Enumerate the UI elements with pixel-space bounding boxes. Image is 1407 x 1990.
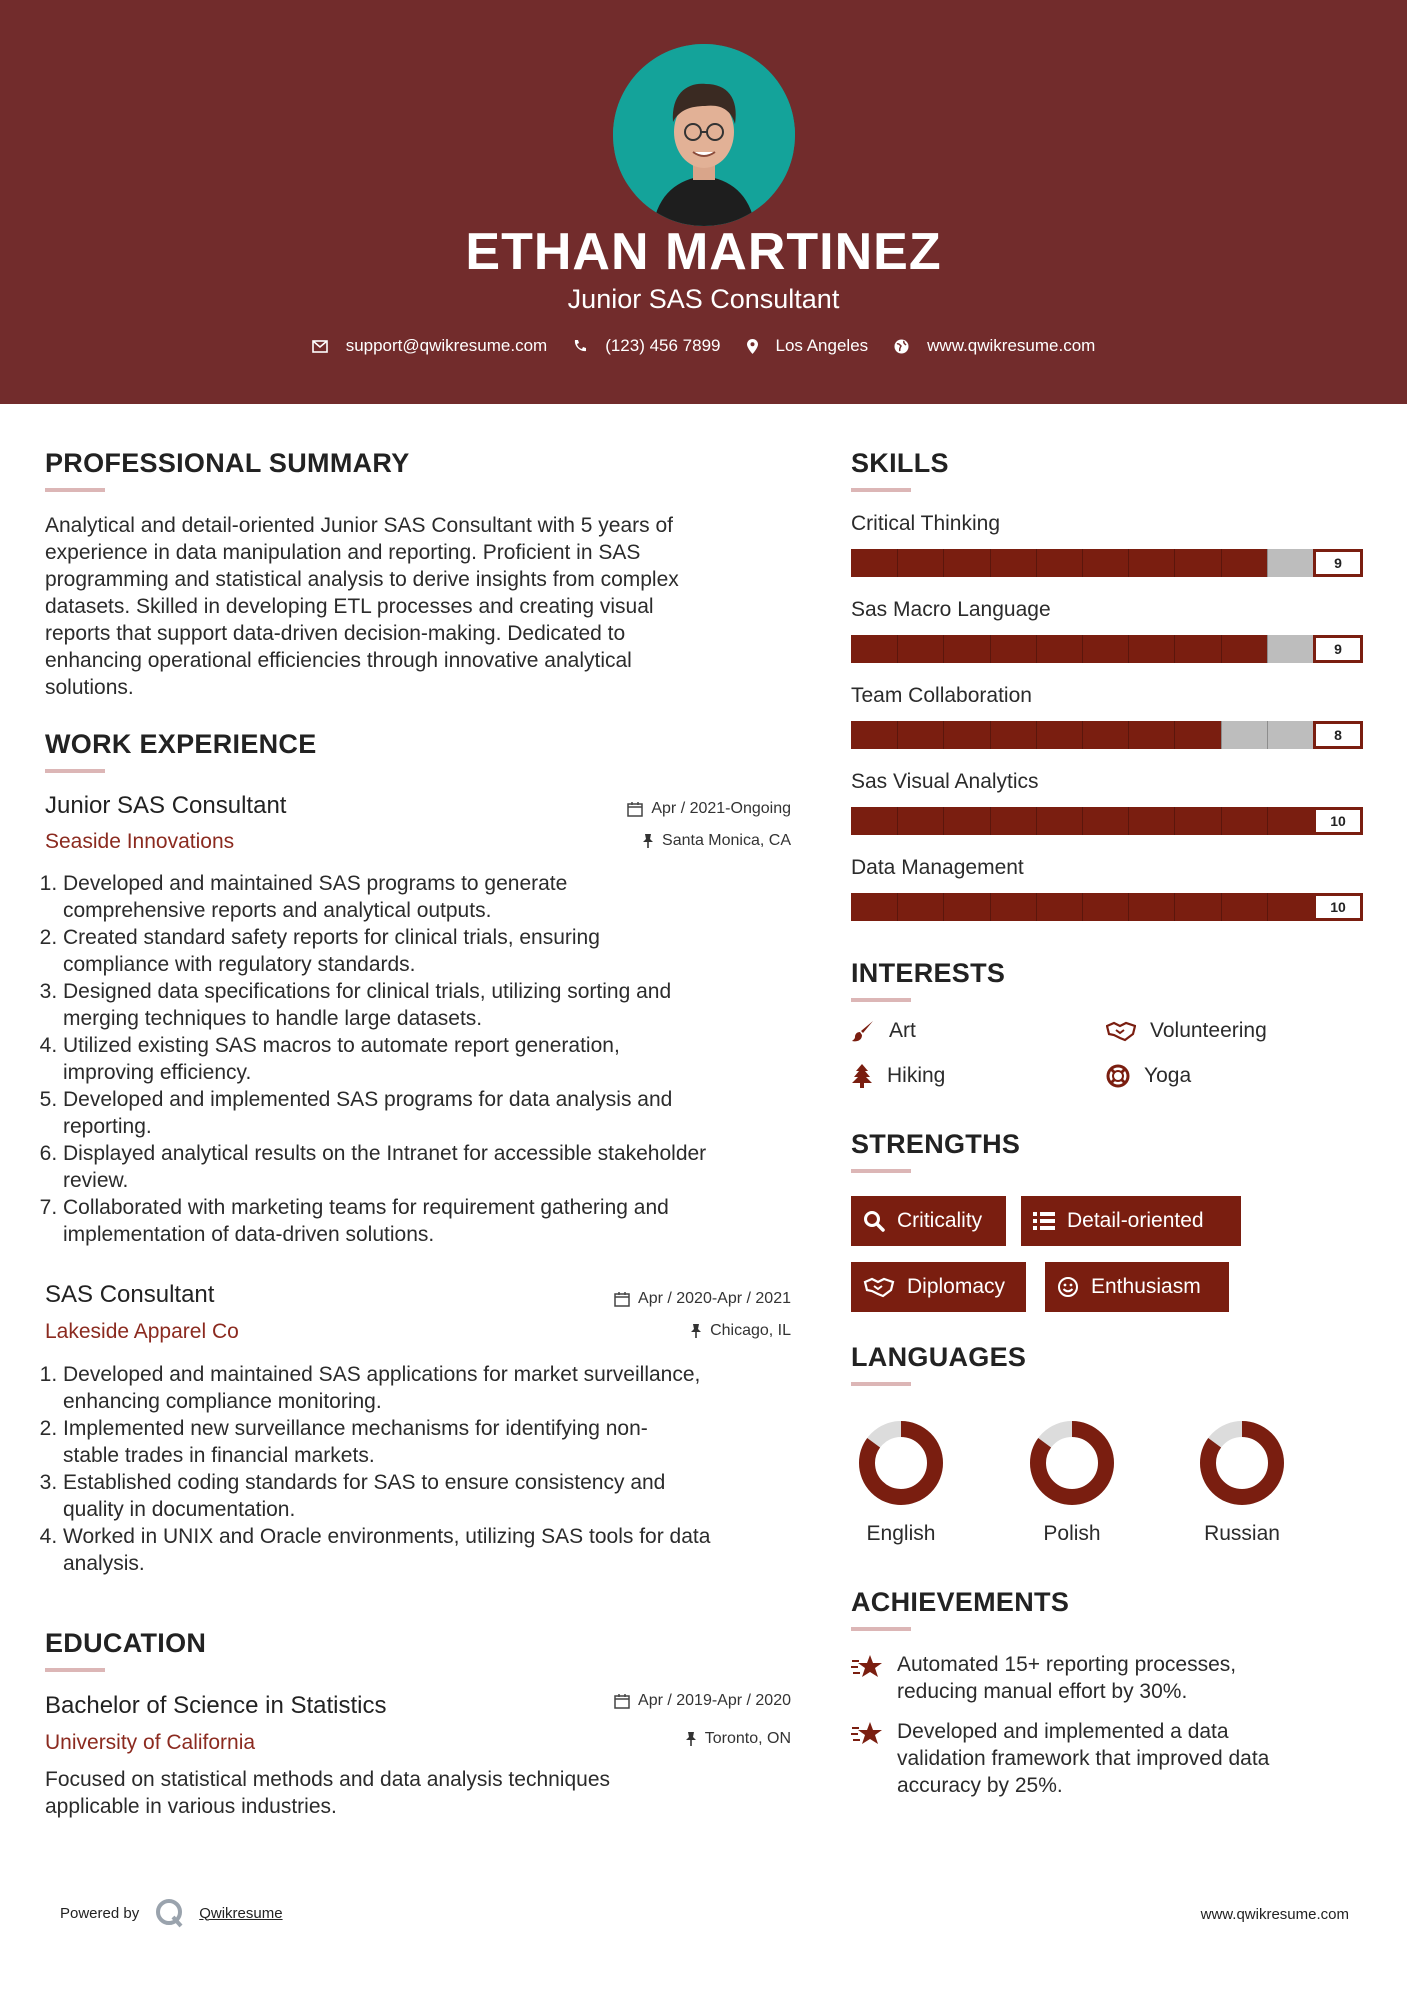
skill-bar-divider [1267,549,1268,577]
skill-bar-divider [1221,893,1222,921]
summary-line: Analytical and detail-oriented Junior SAS Consultant with 5 years of [45,514,674,537]
skill-bar-divider [1082,893,1083,921]
skill-bar-divider [990,893,991,921]
skill-bar [851,893,1363,921]
summary-title: PROFESSIONAL SUMMARY [45,448,410,478]
language-donut-chart [1197,1418,1287,1508]
duty-line: 5. Developed and implemented SAS programs for data analysis and [63,1088,673,1111]
skill-bar-divider [1267,807,1268,835]
duty-line: implementation of data-driven solutions. [63,1223,435,1246]
languages-title: LANGUAGES [851,1342,1027,1372]
skill-bar-divider [897,893,898,921]
candidate-name: ETHAN MARTINEZ [465,223,942,281]
skill-bar-divider [1174,807,1175,835]
duty-item [63,870,805,924]
language-label: Polish [1043,1522,1101,1545]
skill-bar-divider [990,807,991,835]
education-date [480,1692,791,1710]
summary-line: reports that support data-driven decision-making. Dedicated to [45,622,626,645]
contact-bar [0,336,1407,356]
pushpin-icon [690,1323,702,1339]
achievement-line: Automated 15+ reporting processes, [897,1653,1237,1676]
interest-yoga [1106,1064,1191,1088]
star-award-icon [851,1653,883,1679]
language-donut-chart [856,1418,946,1508]
skill-bar [851,549,1363,577]
duty-item [63,1415,805,1469]
job-date-text: Apr / 2021-Ongoing [651,800,791,817]
duty-line: merging techniques to handle large datasets. [63,1007,483,1030]
skill-bar-divider [1082,807,1083,835]
job-location [480,1322,791,1340]
skill-score: 9 [1313,635,1363,663]
job-location-text: Chicago, IL [710,1322,791,1339]
language-label: Russian [1204,1522,1280,1545]
website-text: www.qwikresume.com [927,336,1096,355]
duty-line: analysis. [63,1552,145,1575]
summary-line: solutions. [45,676,134,699]
interest-label: Yoga [1144,1064,1192,1087]
interest-art [851,1019,916,1043]
summary-underline [45,488,105,492]
strength-label: Diplomacy [907,1275,1006,1298]
paint-brush-icon [851,1019,875,1043]
interest-label: Volunteering [1150,1019,1267,1042]
skill-bar-divider [943,549,944,577]
duty-line: 7. Collaborated with marketing teams for requirement gathering and [63,1196,669,1219]
achievements-underline [851,1627,911,1631]
achievements-title: ACHIEVEMENTS [851,1587,1070,1617]
skills-title: SKILLS [851,448,949,478]
strengths-underline [851,1169,911,1173]
skill-bar-divider [1174,721,1175,749]
skill-bar-divider [943,721,944,749]
duty-line: 2. Created standard safety reports for clinical trials, ensuring [63,926,600,949]
strength-enthusiasm [1045,1262,1229,1312]
summary-line: datasets. Skilled in developing ETL processes and creating visual [45,595,654,618]
interests-underline [851,998,911,1002]
duty-line: 6. Displayed analytical results on the Intranet for accessible stakeholder [63,1142,707,1165]
qwikresume-logo-icon [155,1898,185,1928]
skill-bar [851,635,1363,663]
pushpin-icon [642,833,654,849]
achievement-line: Developed and implemented a data [897,1720,1229,1743]
skill-bar-divider [1128,549,1129,577]
education-line: applicable in various industries. [45,1795,337,1818]
calendar-icon [614,1291,630,1307]
strengths-title: STRENGTHS [851,1129,1021,1159]
skill-name: Team Collaboration [851,684,1032,707]
calendar-icon [614,1693,630,1709]
experience-title: WORK EXPERIENCE [45,729,317,759]
contact-website[interactable] [894,336,1095,356]
skill-score: 9 [1313,549,1363,577]
skill-score: 8 [1313,721,1363,749]
duty-line: enhancing compliance monitoring. [63,1390,382,1413]
duty-line: 3. Established coding standards for SAS to ensure consistency and [63,1471,666,1494]
skill-bar-divider [943,807,944,835]
skill-bar-divider [897,807,898,835]
achievement-line: accuracy by 25%. [897,1774,1063,1797]
skill-bar-divider [943,893,944,921]
envelope-icon [312,340,328,353]
person-photo-icon [613,44,795,226]
duty-line: 4. Worked in UNIX and Oracle environments, utilizing SAS tools for data [63,1525,711,1548]
interest-label: Hiking [887,1064,946,1087]
skill-bar-fill [851,635,1267,663]
job-title: SAS Consultant [45,1281,215,1308]
contact-location [747,336,869,356]
skills-underline [851,488,911,492]
strength-criticality [851,1196,1006,1246]
strength-label: Enthusiasm [1091,1275,1201,1298]
duty-line: 1. Developed and maintained SAS programs to generate [63,872,568,895]
email-text: support@qwikresume.com [345,336,548,355]
skill-bar-divider [1221,807,1222,835]
summary-line: programming and statistical analysis to derive insights from complex [45,568,679,591]
summary-text [45,512,805,701]
duty-item [63,1469,805,1523]
achievement-text [897,1651,1236,1705]
lifebuoy-icon [1106,1064,1130,1088]
summary-line: experience in data manipulation and reporting. Proficient in SAS [45,541,641,564]
education-description [45,1766,805,1820]
degree-title: Bachelor of Science in Statistics [45,1692,387,1719]
skill-bar-divider [1082,635,1083,663]
skill-score: 10 [1313,893,1363,921]
achievement-item [851,1651,1371,1705]
duty-item [63,924,805,978]
skill-bar [851,721,1363,749]
duty-item [63,1523,805,1577]
skill-bar-divider [943,635,944,663]
duty-line: improving efficiency. [63,1061,252,1084]
achievement-item [851,1718,1371,1799]
duty-line: 4. Utilized existing SAS macros to automate report generation, [63,1034,620,1057]
duty-line: quality in documentation. [63,1498,296,1521]
skill-bar-divider [1221,549,1222,577]
job-location-text: Santa Monica, CA [662,832,791,849]
strength-label: Criticality [897,1209,983,1232]
duty-item [63,1032,805,1086]
duty-line: reporting. [63,1115,152,1138]
skill-name: Data Management [851,856,1024,879]
duty-item [63,978,805,1032]
duty-line: stable trades in financial markets. [63,1444,375,1467]
footer-website[interactable]: www.qwikresume.com [1200,1906,1349,1923]
skill-bar-divider [1174,549,1175,577]
skill-bar-divider [897,549,898,577]
handshake-icon [1106,1020,1136,1042]
skill-score: 10 [1313,807,1363,835]
smile-icon [1057,1276,1079,1298]
duty-item [63,1086,805,1140]
skill-bar-divider [1128,635,1129,663]
skill-bar-divider [990,635,991,663]
star-award-icon [851,1720,883,1746]
job-title: Junior SAS Consultant [45,792,287,819]
contact-phone[interactable] [573,336,720,356]
duty-line: 2. Implemented new surveillance mechanisms for identifying non- [63,1417,648,1440]
phone-text: (123) 456 7899 [605,336,721,355]
experience-underline [45,769,105,773]
skill-bar-divider [1128,721,1129,749]
company-name: Lakeside Apparel Co [45,1320,239,1343]
duty-line: 1. Developed and maintained SAS applications for market surveillance, [63,1363,701,1386]
job-duties [45,870,805,1248]
job-date [480,1290,791,1308]
phone-icon [573,339,587,353]
skill-bar-divider [1036,893,1037,921]
skill-bar-divider [1036,807,1037,835]
skill-bar-divider [1221,721,1222,749]
interests-title: INTERESTS [851,958,1006,988]
handshake-icon [863,1276,895,1298]
duty-item [63,1361,805,1415]
language-item [1012,1418,1132,1546]
resume-header [0,0,1407,404]
skill-bar-divider [1128,893,1129,921]
location-text: Los Angeles [775,336,869,355]
skill-bar-divider [1036,549,1037,577]
interest-hiking [851,1064,945,1088]
interest-volunteering [1106,1019,1267,1043]
education-location-text: Toronto, ON [704,1730,791,1747]
job-duties [45,1361,805,1577]
globe-icon [894,339,909,354]
skill-bar-divider [990,549,991,577]
list-icon [1033,1212,1055,1230]
achievement-text [897,1718,1269,1799]
calendar-icon [627,801,643,817]
skill-name: Critical Thinking [851,512,1000,535]
language-item [841,1418,961,1546]
skill-bar-divider [1082,721,1083,749]
languages-underline [851,1382,911,1386]
education-location [480,1730,791,1748]
skill-bar-divider [897,721,898,749]
search-icon [863,1210,885,1232]
candidate-role: Junior SAS Consultant [567,284,840,314]
skill-bar-divider [1036,721,1037,749]
skill-bar-divider [1128,807,1129,835]
strength-diplomacy [851,1262,1026,1312]
profile-photo [613,44,795,226]
skill-bar-divider [1174,893,1175,921]
skill-name: Sas Macro Language [851,598,1051,621]
duty-line: 3. Designed data specifications for clinical trials, utilizing sorting and [63,980,672,1003]
summary-line: enhancing operational efficiencies through innovative analytical [45,649,632,672]
duty-item [63,1194,805,1248]
language-donut-chart [1027,1418,1117,1508]
skill-bar-divider [1267,893,1268,921]
job-date [480,800,791,818]
strength-detail-oriented [1021,1196,1241,1246]
language-item [1182,1418,1302,1546]
school-name: University of California [45,1731,256,1754]
job-date-text: Apr / 2020-Apr / 2021 [638,1290,791,1307]
tree-icon [851,1064,873,1088]
contact-email[interactable] [312,336,548,356]
skill-bar-divider [1267,721,1268,749]
achievement-line: reducing manual effort by 30%. [897,1680,1188,1703]
education-date-text: Apr / 2019-Apr / 2020 [638,1692,791,1709]
education-underline [45,1668,105,1672]
map-pin-icon [747,339,758,354]
duty-item [63,1140,805,1194]
company-name: Seaside Innovations [45,830,235,853]
skill-bar-fill [851,549,1267,577]
achievement-line: validation framework that improved data [897,1747,1270,1770]
job-location [480,832,791,850]
duty-line: compliance with regulatory standards. [63,953,416,976]
education-title: EDUCATION [45,1628,207,1658]
language-label: English [866,1522,936,1545]
education-line: Focused on statistical methods and data analysis techniques [45,1768,611,1791]
skill-bar-divider [1221,635,1222,663]
skill-bar-divider [1174,635,1175,663]
duty-line: review. [63,1169,129,1192]
powered-by-text: Powered by [60,1904,140,1922]
strength-label: Detail-oriented [1067,1209,1204,1232]
skill-name: Sas Visual Analytics [851,770,1039,793]
footer-powered-by [60,1898,283,1928]
duty-line: comprehensive reports and analytical outputs. [63,899,492,922]
skill-bar-divider [1036,635,1037,663]
interest-label: Art [889,1019,916,1042]
pushpin-icon [685,1731,697,1747]
skill-bar-divider [990,721,991,749]
skill-bar-divider [897,635,898,663]
qwikresume-link[interactable]: Qwikresume [199,1904,283,1922]
skill-bar-divider [1267,635,1268,663]
skill-bar-divider [1082,549,1083,577]
skill-bar [851,807,1363,835]
